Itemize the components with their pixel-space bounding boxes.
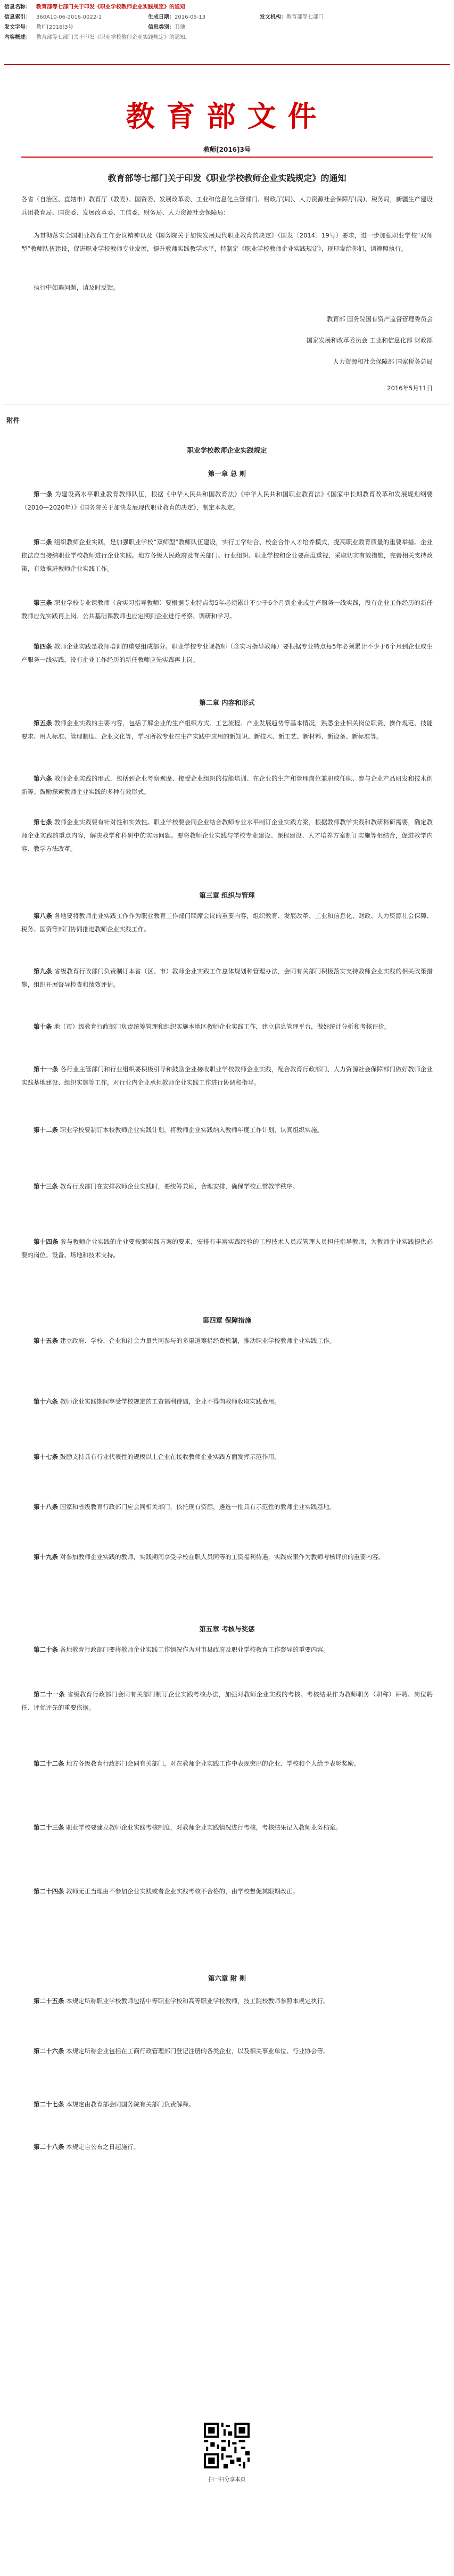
article-number: 第九条 xyxy=(34,967,52,975)
article-number: 第六条 xyxy=(34,775,52,782)
article-text: 教师企业实践是教师培训的重要组成部分。职业学校专业课教师（含实习指导教师）要根据专业特点每5年必须累计不少于6个月到企业或生产服务一线实践，没有企业工作经历的新任教师应先实践再上岗。 xyxy=(21,643,433,663)
article xyxy=(21,909,433,936)
article xyxy=(21,1995,433,2008)
info-title-value: 教育部等七部门关于印发《职业学校教师企业实践规定》的通知 xyxy=(36,4,185,10)
article-number: 第二十四条 xyxy=(34,1888,64,1895)
intro-paragraph: 为贯彻落实全国职业教育工作会议精神以及《国务院关于加快发展现代职业教育的决定》（国发〔2014〕19号）要求，进一步加强职业学校“双师型”教师队伍建设，促进职业学校教师专业发展，提升教师实践教学水平，特制定《职业学校教师企业实践规定》，现印发给你们，请遵照执行。 xyxy=(21,232,433,252)
info-date-value: 2016-05-13 xyxy=(175,14,206,20)
article-number: 第三条 xyxy=(34,599,52,606)
article-text: 各行业主管部门和行业组织要积极引导和鼓励企业接收职业学校教师企业实践，配合教育行政部门、人力资源社会保障部门做好教师企业实践基地建设、组织实施等工作，对行业内企业承担教师企业实践工作进行协调和指导。 xyxy=(21,1065,433,1086)
article xyxy=(21,2098,433,2111)
notice-title: 教育部等七部门关于印发《职业学校教师企业实践规定》的通知 xyxy=(108,173,346,183)
article-number: 第十八条 xyxy=(34,1503,58,1511)
qr-code[interactable] xyxy=(204,2423,250,2468)
article-number: 第二十七条 xyxy=(34,2101,64,2108)
article-text: 职业学校要建立教师企业实践考核制度，对教师企业实践情况进行考核，考核结果记入教师业务档案。 xyxy=(66,1824,342,1831)
article-number: 第四条 xyxy=(34,643,52,650)
article xyxy=(21,1020,433,1033)
chapter-heading: 第二章 内容和形式 xyxy=(199,699,255,707)
article-number: 第七条 xyxy=(34,818,52,826)
info-row-index xyxy=(4,12,449,22)
article-number: 第十一条 xyxy=(34,1065,59,1073)
chapter-heading: 第四章 保障措施 xyxy=(202,1316,252,1324)
article xyxy=(21,717,433,743)
article-text: 职业学校要制订本校教师企业实践计划，将教师企业实践纳入教师年度工作计划，认真组织实施。 xyxy=(60,1126,324,1134)
article-text: 本规定由教育部会同国务院有关部门负责解释。 xyxy=(66,2101,195,2108)
article-number: 第二十五条 xyxy=(34,1997,64,2005)
issue-date: 2016年5月11日 xyxy=(387,384,433,392)
article-text: 各地教育行政部门要将教师企业实践工作情况作为对市县政府及职业学校教育工作督导的重要内容。 xyxy=(60,1646,329,1653)
article xyxy=(21,1334,433,1348)
article-number: 第五条 xyxy=(34,719,52,727)
article xyxy=(21,1757,433,1770)
article xyxy=(21,1395,433,1408)
article xyxy=(21,1643,433,1656)
article xyxy=(21,1821,433,1834)
article-text: 教师企业实践的主要内容，包括了解企业的生产组织方式、工艺流程、产业发展趋势等基本情况，熟悉企业相关岗位职责、操作规范、技能要求、用人标准、管理制度、企业文化等，学习所教专业在生产实践中应用的新知识、新技术、新工艺、新材料、新设备、新标准等。 xyxy=(21,719,433,740)
article xyxy=(21,2140,433,2154)
info-row-title xyxy=(4,2,449,12)
info-label: 内容概述： xyxy=(4,35,31,40)
red-divider xyxy=(21,157,433,158)
article-text: 鼓励支持具有行业代表性的规模以上企业在接收教师企业实践方面发挥示范作用。 xyxy=(60,1453,280,1461)
article-number: 第十九条 xyxy=(34,1553,58,1561)
article-number: 第十二条 xyxy=(34,1126,58,1134)
article-text: 教育行政部门在安排教师企业实践时，要统筹兼顾，合理安排，确保学校正常教学秩序。 xyxy=(60,1183,299,1190)
intro-close: 执行中如遇问题，请及时反馈。 xyxy=(34,284,119,291)
article xyxy=(21,1123,433,1137)
article-text: 教师无正当理由不参加企业实践或者企业实践考核不合格的，由学校督促其限期改正。 xyxy=(66,1888,299,1895)
article xyxy=(21,1500,433,1514)
article xyxy=(21,1235,433,1262)
article-number: 第二十八条 xyxy=(34,2143,64,2151)
article xyxy=(21,536,433,576)
info-docno-value: 教师[2016]3号 xyxy=(36,24,73,30)
chapter-heading: 第六章 附 则 xyxy=(208,1974,246,1982)
info-label: 信息类别： xyxy=(148,24,175,30)
article xyxy=(21,596,433,623)
article-number: 第十六条 xyxy=(34,1398,58,1405)
article-number: 第一条 xyxy=(34,490,53,498)
signature-1: 教育部 国务院国有资产监督管理委员会 xyxy=(326,315,433,323)
article-text: 为建设高水平职业教育教师队伍，根据《中华人民共和国教育法》《中华人民共和国职业教育法》《国家中长期教育改革和发展规划纲要（2010—2020年）》《国务院关于加快发展现代职业教育的决定》，制定本规定。 xyxy=(21,490,433,511)
article-text: 教师企业实践期间享受学校规定的工资福利待遇，企业不得向教师收取实践费用。 xyxy=(60,1398,280,1405)
article xyxy=(21,1688,433,1714)
article xyxy=(21,1550,433,1564)
article xyxy=(21,640,433,667)
info-label: 信息名称： xyxy=(4,4,31,10)
article xyxy=(21,965,433,991)
chapter-heading: 第三章 组织与管理 xyxy=(199,891,255,899)
article xyxy=(21,1063,433,1089)
article-text: 教师企业实践要有针对性和实效性。职业学校要会同企业结合教师专业水平制订企业实践方案，根据教师教学实践和教研科研需要，确定教师企业实践的重点内容，解决教学和科研中的实际问题。要将教师企业实践与学校专业建设、课程建设、人才培养方案制订实施等相结合，促进教学内容、教学方法改革。 xyxy=(21,818,433,852)
article xyxy=(21,1450,433,1464)
article-number: 第八条 xyxy=(34,912,52,920)
info-label: 发文机构： xyxy=(260,14,286,20)
article-text: 教师企业实践的形式，包括到企业考察观摩、接受企业组织的技能培训、在企业的生产和管理岗位兼职或任职、参与企业产品研发和技术创新等。鼓励探索教师企业实践的多种有效形式。 xyxy=(21,775,433,795)
signature-2: 国家发展和改革委员会 工业和信息化部 财政部 xyxy=(306,337,433,344)
qr-caption: 扫一扫分享本页 xyxy=(208,2477,246,2483)
article-number: 第十四条 xyxy=(34,1238,59,1245)
article xyxy=(21,1180,433,1193)
article-number: 第十条 xyxy=(34,1023,52,1030)
article-number: 第二十条 xyxy=(34,1646,58,1653)
article xyxy=(21,2045,433,2058)
info-row-docno xyxy=(4,22,449,32)
article-text: 国家和省级教育行政部门应会同相关部门，依托现有资源，遴选一批具有示范性的教师企业实践基地。 xyxy=(60,1503,336,1511)
rules-title: 职业学校教师企业实践规定 xyxy=(187,446,267,454)
chapter-heading: 第一章 总 则 xyxy=(208,470,246,478)
article-number: 第十七条 xyxy=(34,1453,58,1461)
info-index-value: 360A10-06-2016-0022-1 xyxy=(36,14,102,20)
article-text: 本规定所称企业包括在工商行政管理部门登记注册的各类企业，以及相关事业单位、行业协会等。 xyxy=(66,2047,329,2055)
chapter-heading: 第五章 考核与奖惩 xyxy=(199,1625,255,1633)
info-org-value: 教育部等七部门 xyxy=(286,14,324,20)
article-text: 职业学校专业课教师（含实习指导教师）要根据专业特点每5年必须累计不少于6个月到企业或生产服务一线实践，没有企业工作经历的新任教师应先实践再上岗。公共基础课教师也应定期到企业进行考察、调研和学习。 xyxy=(21,599,433,620)
article-number: 第二十一条 xyxy=(34,1691,65,1698)
article-text: 建立政府、学校、企业和社会力量共同参与的多渠道筹措经费机制，推动职业学校教师企业实践工作。 xyxy=(60,1337,336,1344)
info-category-value: 其他 xyxy=(175,24,185,30)
article-text: 组织教师企业实践，是加强职业学校“双师型”教师队伍建设，实行工学结合、校企合作人才培养模式，提高职业教育质量的重要举措。企业依法应当接纳职业学校教师进行企业实践。地方各级人民政府及有关部门、行业组织、职业学校和企业要高度重视，采取切实有效措施，完善相关支持政策，有效推进教师企业实践工作。 xyxy=(21,538,433,572)
article-text: 本规定自公布之日起施行。 xyxy=(66,2143,140,2151)
attachment-label: 附件 xyxy=(6,416,20,424)
signature-3: 人力资源和社会保障部 国家税务总局 xyxy=(333,358,433,365)
info-label: 发文字号： xyxy=(4,24,31,30)
info-label: 生成日期： xyxy=(148,14,175,20)
info-summary-value: 教育部等七部门关于印发《职业学校教师企业实践规定》的通知。 xyxy=(36,35,191,40)
article-number: 第二十二条 xyxy=(34,1760,64,1767)
article-number: 第二条 xyxy=(34,538,52,546)
doc-number: 教师[2016]3号 xyxy=(203,146,251,153)
article-text: 省级教育行政部门负责制订本省（区、市）教师企业实践工作总体规划和管理办法，会同有关部门积极落实支持教师企业实践的相关政策措施，组织开展督导检查和绩效评估。 xyxy=(21,967,433,988)
info-label: 信息索引： xyxy=(4,14,31,20)
article-number: 第十三条 xyxy=(34,1183,58,1190)
article-text: 地方各级教育行政部门会同有关部门，对在教师企业实践工作中表现突出的企业、学校和个人给予表彰奖励。 xyxy=(66,1760,360,1767)
article xyxy=(21,816,433,856)
divider xyxy=(4,64,450,65)
article-text: 参与教师企业实践的企业要按照实践方案的要求，安排有丰富实践经验的工程技术人员或管理人员担任指导教师，为教师企业实践提供必要的岗位、设备、场地和技术支持。 xyxy=(21,1238,433,1259)
article-text: 地（市）级教育行政部门负责统筹管理和组织实施本地区教师企业实践工作，建立信息管理平台，做好统计分析和考核评价。 xyxy=(54,1023,391,1030)
article-number: 第二十六条 xyxy=(34,2047,64,2055)
article-text: 本规定所称职业学校教师包括中等职业学校和高等职业学校教师，技工院校教师参照本规定执行。 xyxy=(66,1997,329,2005)
addressee: 各省（自治区、直辖市）教育厅（教委）、国资委、发展改革委、工业和信息化主管部门、财政厅(局)、人力资源社会保障厅(局)、税务局，新疆生产建设兵团教育局、国资委、发展改革委、工信委、财务局、人力资源社会保障局： xyxy=(21,195,433,216)
info-row-summary xyxy=(4,32,449,43)
article-text: 各地要将教师企业实践工作作为职业教育工作部门联席会议的重要内容，组织教育、发展改革、工业和信息化、财政、人力资源社会保障、税务、国资等部门协同推进教师企业实践工作。 xyxy=(21,912,433,933)
article xyxy=(21,1885,433,1898)
info-table xyxy=(4,2,449,43)
article xyxy=(21,772,433,799)
red-letterhead: 教育部文件 xyxy=(126,99,328,133)
article-text: 省级教育行政部门会同有关部门制订企业实践考核办法，加强对教师企业实践的考核。考核结果作为教师职务（职称）评聘、岗位聘任、评优评先的重要依据。 xyxy=(21,1691,433,1711)
article xyxy=(21,488,433,514)
article-number: 第十五条 xyxy=(34,1337,58,1344)
article-text: 对参加教师企业实践的教师，实践期间享受学校在职人员同等的工资福利待遇，实践成果作为教师考核评价的重要内容。 xyxy=(60,1553,385,1561)
article-number: 第二十三条 xyxy=(34,1824,64,1831)
